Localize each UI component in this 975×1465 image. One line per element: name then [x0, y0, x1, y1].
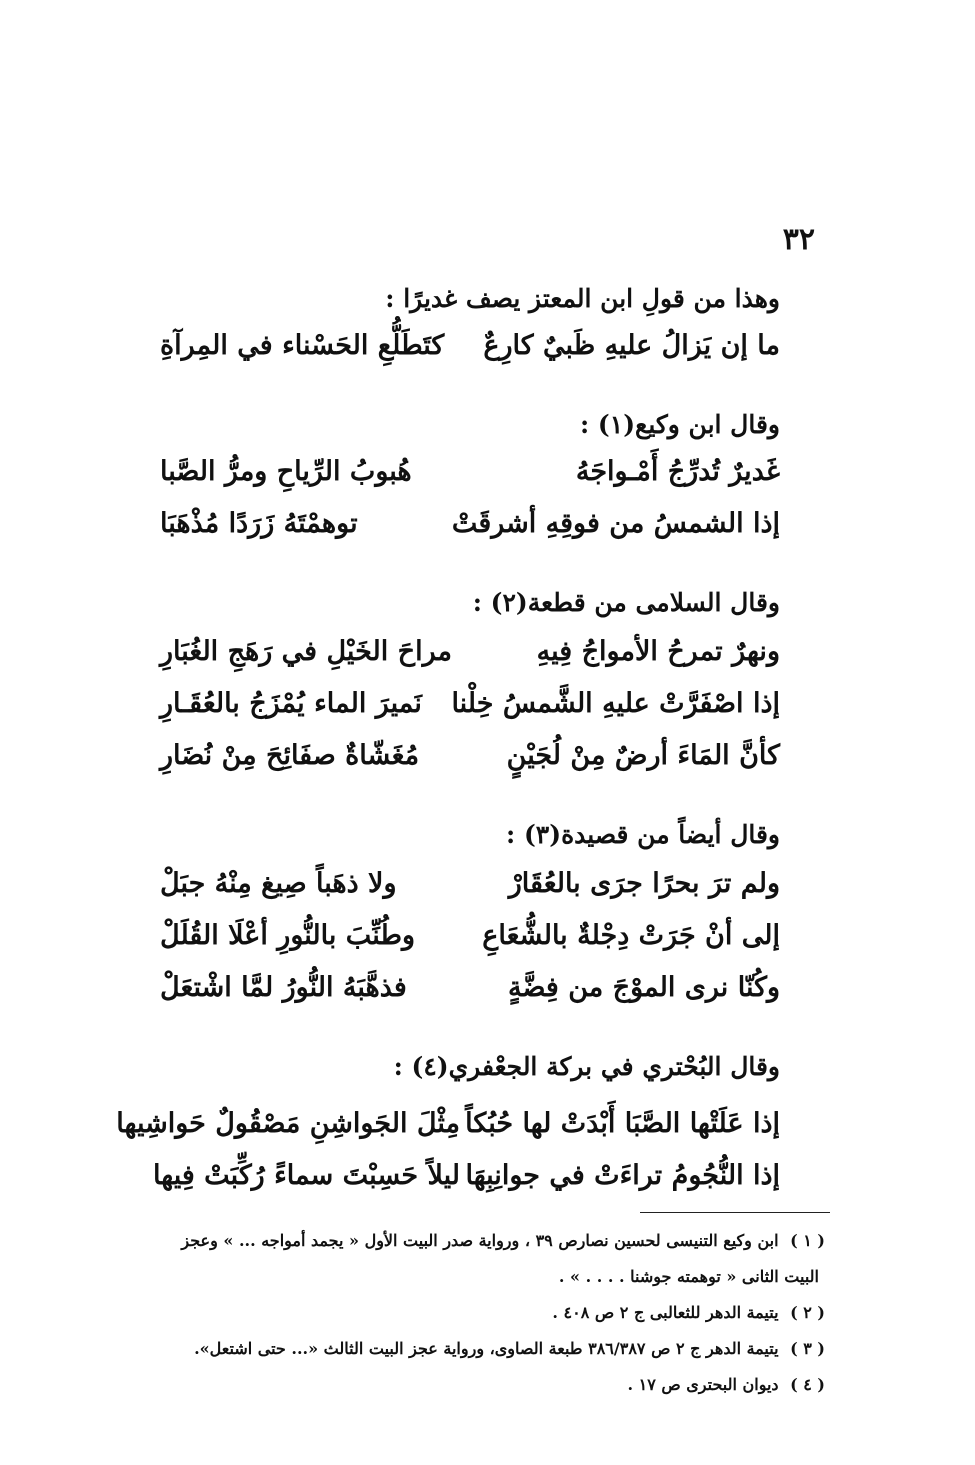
- verse-line: [160, 862, 780, 906]
- footnote-text: ابن وكيع التنيسى لحسين نصارص ٣٩ ، ورواية صدر البيت الأول « يجمد أمواجه ... » وعجز: [181, 1231, 779, 1250]
- verse-second-hemistich: هُبوبُ الرِّياحِ ومرُّ الصَّبا: [160, 456, 412, 487]
- verse-line: [160, 502, 780, 546]
- footnote-number: ( ٢ ): [790, 1303, 825, 1322]
- verse-first-hemistich: ولم ترَ بحرًا جرَى بالعُقَارْ: [508, 868, 780, 899]
- verse-first-hemistich: إذا النُّجُومُ تراءَتْ في جوانِبِهَا: [465, 1160, 780, 1191]
- verse-second-hemistich: ولا ذهَباً صِيغ مِنْهُ جبَلْ: [160, 868, 397, 899]
- verse-first-hemistich: غَديرٌ تُدرِّجُ أَمْـواجَهُ: [575, 456, 780, 487]
- verse-second-hemistich: ليلاً حَسِبْتَ سماءً رُكِّبَتْ فِيها: [153, 1160, 460, 1191]
- section-intro: وقال البُحْتري في بركة الجعْفري(٤) :: [393, 1052, 780, 1081]
- footnote: [135, 1264, 825, 1290]
- verse-first-hemistich: كأنَّ المَاءَ أرضٌ مِنْ لُجَيْنٍ: [506, 740, 780, 771]
- section-intro: وقال أيضاً من قصيدة(٣) :: [506, 820, 780, 849]
- verse-first-hemistich: ونهرٌ تمرحُ الأمواجُ فِيهِ: [536, 636, 780, 667]
- verse-line: [160, 630, 780, 674]
- verse-first-hemistich: إذا اصْفَرَّتْ عليهِ الشَّمسُ خِلْنا: [451, 688, 780, 719]
- footnote-text: البيت الثانى « توهمته جوشنا . . . . » .: [558, 1267, 819, 1286]
- verse-second-hemistich: وطُنِّبَ بالنُّورِ أعْلَا القُلَلْ: [160, 920, 415, 951]
- footnote-text: ديوان البحترى ص ١٧ .: [627, 1375, 779, 1394]
- section-intro: وهذا من قولِ ابن المعتز يصف غديرًا :: [385, 284, 780, 313]
- verse-second-hemistich: مُغَشّاةٌ صفَائِحَ مِنْ نُضَارِ: [160, 740, 420, 771]
- section-intro: وقال ابن وكيع(١) :: [579, 410, 780, 439]
- footnote: [135, 1228, 825, 1254]
- verse-first-hemistich: إذا الشمسُ من فوقِهِ أشرقَتْ: [451, 508, 780, 539]
- footnote: [135, 1336, 825, 1362]
- footnote-number: ( ٣ ): [790, 1339, 825, 1358]
- verse-line: [116, 1102, 780, 1146]
- verse-second-hemistich: توهمْتَهُ زَرَدًا مُذْهَبَا: [160, 508, 358, 539]
- verse-line: [160, 914, 780, 958]
- verse-second-hemistich: مِثْلَ الجَواشِنِ مَصْقُولٌ حَواشِيها: [116, 1108, 460, 1139]
- verse-second-hemistich: كتَطَلُّعِ الحَسْناء في المِرآةِ: [160, 330, 445, 361]
- verse-line: [160, 450, 780, 494]
- verse-first-hemistich: إلى أنْ جَرَتْ دِجْلةٌ بالشُّعَاعِ: [482, 920, 780, 951]
- verse-line: [153, 1154, 780, 1198]
- footnote-number: ( ١ ): [790, 1231, 825, 1250]
- verse-second-hemistich: فذهَّبَهُ النُّورُ لمَّا اشْتعَلْ: [160, 972, 407, 1003]
- verse-second-hemistich: نَميرَ الماء يُمْزَجُ بالعُقَـارِ: [160, 688, 422, 719]
- section-intro: وقال السلامى من قطعة(٢) :: [472, 588, 780, 617]
- verse-line: [160, 734, 780, 778]
- footnote: [135, 1372, 825, 1398]
- verse-first-hemistich: ما إن يَزالُ عليهِ ظَبيٌ كارِعٌ: [483, 330, 780, 361]
- footnote-text: يتيمة الدهر للثعالبى ج ٢ ص ٤٠٨ .: [552, 1303, 779, 1322]
- verse-second-hemistich: مراحَ الخَيْلِ في رَهَجِ الغُبَارِ: [160, 636, 452, 667]
- footnote-text: يتيمة الدهر ج ٢ ص ٣٨٦/٣٨٧ طبعة الصاوى، ورواية عجز البيت الثالث «... حتى اشتعل».: [194, 1339, 779, 1358]
- verse-first-hemistich: إذا عَلَتْها الصَّبَا أَبْدَتْ لها حُبُكاً: [465, 1108, 780, 1139]
- footnote-number: ( ٤ ): [790, 1375, 825, 1394]
- verse-line: [160, 682, 780, 726]
- page-number: ٣٢: [782, 222, 815, 257]
- footnote-divider: [640, 1212, 830, 1213]
- verse-first-hemistich: وكُنّا نرى الموْجَ من فِضَّةٍ: [508, 972, 780, 1003]
- verse-line: [160, 966, 780, 1010]
- verse-line: [160, 324, 780, 368]
- footnote: [135, 1300, 825, 1326]
